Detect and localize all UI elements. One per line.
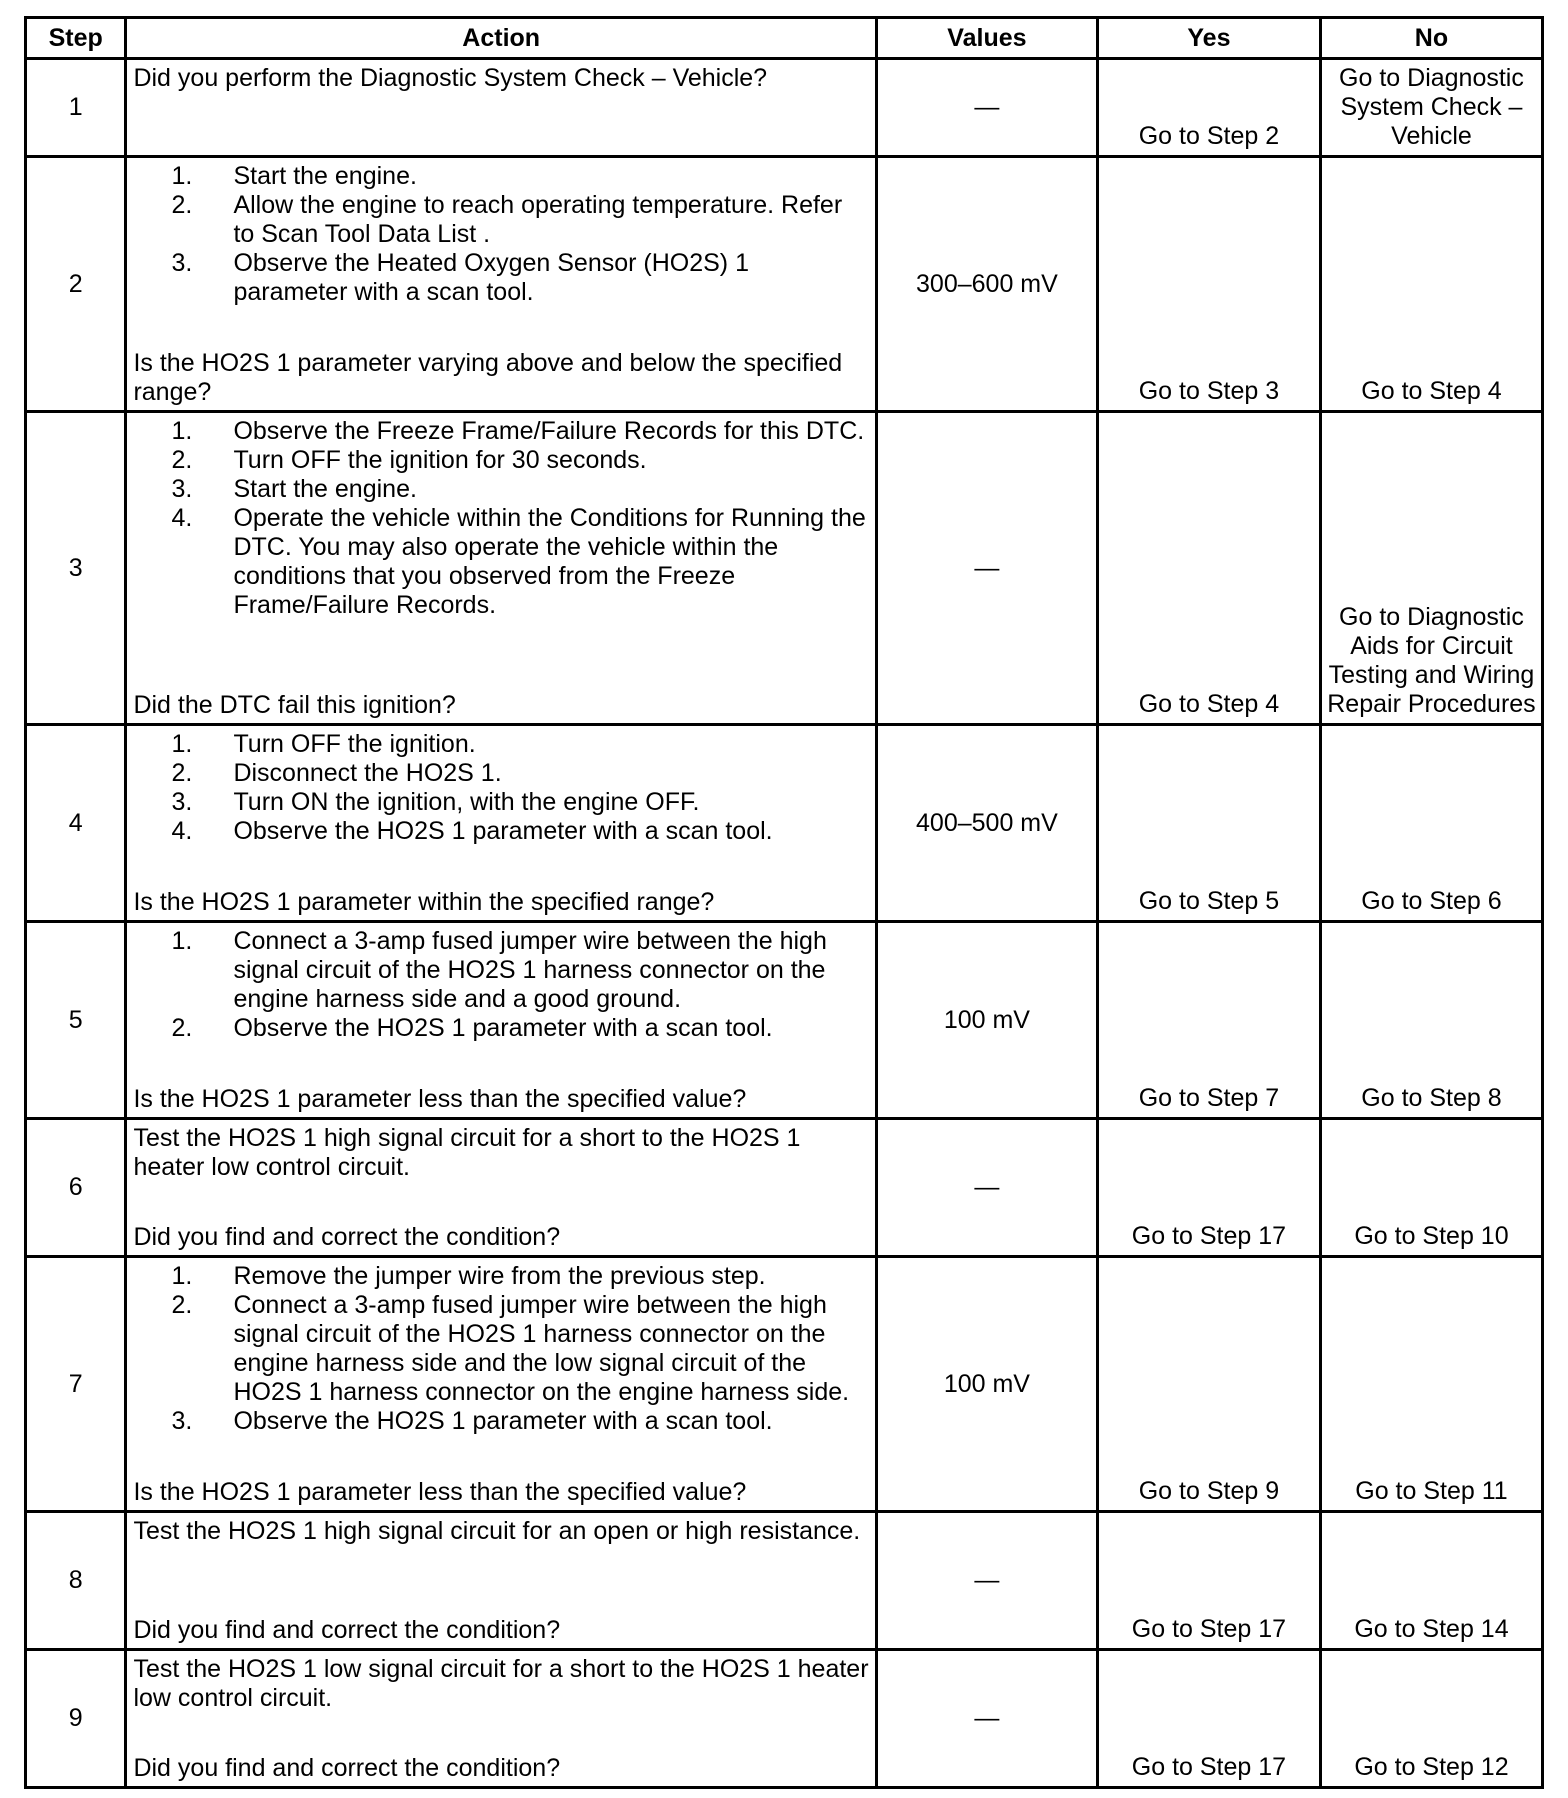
yes-cell: Go to Step 4 xyxy=(1097,412,1320,725)
action-intro: Test the HO2S 1 high signal circuit for an open or high resistance. xyxy=(133,1517,861,1545)
list-item-text: Turn OFF the ignition. xyxy=(233,730,476,758)
action-steps xyxy=(133,927,868,1043)
step-number: 1 xyxy=(26,59,126,157)
action-cell xyxy=(126,1119,876,1257)
value-cell: — xyxy=(876,412,1097,725)
list-item-text: Operate the vehicle within the Conditions for Running the DTC. You may also operate the vehicle within the conditions that you observed from the Freeze Frame/Failure Records. xyxy=(233,504,866,619)
list-item-text: Observe the Heated Oxygen Sensor (HO2S) 1 parameter with a scan tool. xyxy=(233,249,749,306)
list-item: 2. Disconnect the HO2S 1. xyxy=(171,759,502,787)
yes-cell: Go to Step 5 xyxy=(1097,725,1320,922)
action-cell xyxy=(126,59,876,157)
table-row xyxy=(26,1119,1543,1257)
step-number: 6 xyxy=(26,1119,126,1257)
step-number: 4 xyxy=(26,725,126,922)
value-cell: — xyxy=(876,1650,1097,1788)
step-number: 9 xyxy=(26,1650,126,1788)
list-item-text: Start the engine. xyxy=(233,162,417,190)
yes-cell: Go to Step 17 xyxy=(1097,1512,1320,1650)
no-cell: Go to Step 11 xyxy=(1320,1257,1542,1512)
step-number: 7 xyxy=(26,1257,126,1512)
list-item-text: Connect a 3-amp fused jumper wire between the high signal circuit of the HO2S 1 harness connector on the engine harness side and a good ground. xyxy=(233,927,827,1013)
table-row xyxy=(26,1257,1543,1512)
no-cell: Go to Step 6 xyxy=(1320,725,1542,922)
yes-cell: Go to Step 17 xyxy=(1097,1650,1320,1788)
action-question: Is the HO2S 1 parameter varying above and below the specified range? xyxy=(133,349,843,406)
list-item-text: Observe the HO2S 1 parameter with a scan tool. xyxy=(233,1014,773,1042)
yes-cell: Go to Step 9 xyxy=(1097,1257,1320,1512)
table-row xyxy=(26,725,1543,922)
action-cell xyxy=(126,725,876,922)
no-cell: Go to Step 12 xyxy=(1320,1650,1542,1788)
action-cell xyxy=(126,1257,876,1512)
action-intro: Did you perform the Diagnostic System Check – Vehicle? xyxy=(133,64,768,92)
list-item-text: Observe the HO2S 1 parameter with a scan tool. xyxy=(233,1407,773,1435)
action-question: Is the HO2S 1 parameter less than the specified value? xyxy=(133,1085,747,1113)
list-item-text: Turn ON the ignition, with the engine OFF. xyxy=(233,788,700,816)
list-item: 1. Connect a 3-amp fused jumper wire between the high signal circuit of the HO2S 1 harness connector on the engine harness side and a good ground. xyxy=(171,927,827,1013)
list-item-text: Start the engine. xyxy=(233,475,417,503)
action-question: Did you find and correct the condition? xyxy=(133,1754,561,1782)
list-item: 1. Turn OFF the ignition. xyxy=(171,730,476,758)
header-row xyxy=(26,18,1543,59)
list-item: 3. Turn ON the ignition, with the engine OFF. xyxy=(171,788,700,816)
value-cell: 400–500 mV xyxy=(876,725,1097,922)
no-cell: Go to Step 4 xyxy=(1320,157,1542,412)
list-item: 1. Observe the Freeze Frame/Failure Records for this DTC. xyxy=(171,417,865,445)
list-item: 3. Observe the HO2S 1 parameter with a scan tool. xyxy=(171,1407,773,1435)
step-number: 2 xyxy=(26,157,126,412)
table-row xyxy=(26,59,1543,157)
step-number: 3 xyxy=(26,412,126,725)
table-row xyxy=(26,412,1543,725)
action-steps xyxy=(133,417,868,620)
list-item: 2. Allow the engine to reach operating temperature. Refer to Scan Tool Data List . xyxy=(171,191,843,248)
action-cell xyxy=(126,157,876,412)
value-cell: — xyxy=(876,59,1097,157)
diagnostic-table xyxy=(24,16,1544,1789)
yes-cell: Go to Step 7 xyxy=(1097,922,1320,1119)
table-row xyxy=(26,157,1543,412)
list-item: 1. Start the engine. xyxy=(171,162,417,190)
list-item-text: Turn OFF the ignition for 30 seconds. xyxy=(233,446,647,474)
value-cell: 300–600 mV xyxy=(876,157,1097,412)
action-question: Did you find and correct the condition? xyxy=(133,1616,561,1644)
action-question: Did the DTC fail this ignition? xyxy=(133,691,456,719)
list-item: 2. Connect a 3-amp fused jumper wire between the high signal circuit of the HO2S 1 harness connector on the engine harness side and the low signal circuit of the HO2S 1 harness connector on the engine harness side. xyxy=(171,1291,850,1406)
header-action: Action xyxy=(126,18,876,59)
table-row xyxy=(26,1512,1543,1650)
list-item: 3. Start the engine. xyxy=(171,475,417,503)
yes-cell: Go to Step 3 xyxy=(1097,157,1320,412)
action-cell xyxy=(126,1650,876,1788)
list-item-text: Connect a 3-amp fused jumper wire between the high signal circuit of the HO2S 1 harness connector on the engine harness side and the low signal circuit of the HO2S 1 harness connector on the engine harness side. xyxy=(233,1291,850,1406)
list-item-text: Allow the engine to reach operating temperature. Refer to Scan Tool Data List . xyxy=(233,191,843,248)
action-intro: Test the HO2S 1 low signal circuit for a short to the HO2S 1 heater low control circuit. xyxy=(133,1655,869,1712)
header-values: Values xyxy=(876,18,1097,59)
value-cell: — xyxy=(876,1119,1097,1257)
table-row xyxy=(26,922,1543,1119)
list-item-text: Remove the jumper wire from the previous step. xyxy=(233,1262,766,1290)
action-question: Is the HO2S 1 parameter within the specified range? xyxy=(133,888,715,916)
action-cell xyxy=(126,1512,876,1650)
list-item-text: Disconnect the HO2S 1. xyxy=(233,759,502,787)
action-cell xyxy=(126,922,876,1119)
action-question: Did you find and correct the condition? xyxy=(133,1223,561,1251)
action-steps xyxy=(133,1262,868,1436)
no-cell: Go to Diagnostic Aids for Circuit Testing and Wiring Repair Procedures xyxy=(1320,412,1542,725)
list-item: 4. Observe the HO2S 1 parameter with a scan tool. xyxy=(171,817,773,845)
list-item: 1. Remove the jumper wire from the previous step. xyxy=(171,1262,766,1290)
step-number: 8 xyxy=(26,1512,126,1650)
value-cell: — xyxy=(876,1512,1097,1650)
header-step: Step xyxy=(26,18,126,59)
list-item: 3. Observe the Heated Oxygen Sensor (HO2S) 1 parameter with a scan tool. xyxy=(171,249,749,306)
header-no: No xyxy=(1320,18,1542,59)
table-row xyxy=(26,1650,1543,1788)
action-cell xyxy=(126,412,876,725)
action-intro: Test the HO2S 1 high signal circuit for a short to the HO2S 1 heater low control circuit. xyxy=(133,1124,801,1181)
step-number: 5 xyxy=(26,922,126,1119)
action-question: Is the HO2S 1 parameter less than the specified value? xyxy=(133,1478,747,1506)
action-steps xyxy=(133,730,868,846)
no-cell: Go to Step 10 xyxy=(1320,1119,1542,1257)
list-item-text: Observe the HO2S 1 parameter with a scan tool. xyxy=(233,817,773,845)
no-cell: Go to Diagnostic System Check – Vehicle xyxy=(1320,59,1542,157)
no-cell: Go to Step 14 xyxy=(1320,1512,1542,1650)
no-cell: Go to Step 8 xyxy=(1320,922,1542,1119)
list-item: 2. Observe the HO2S 1 parameter with a scan tool. xyxy=(171,1014,773,1042)
list-item: 2. Turn OFF the ignition for 30 seconds. xyxy=(171,446,647,474)
list-item-text: Observe the Freeze Frame/Failure Records for this DTC. xyxy=(233,417,865,445)
list-item: 4. Operate the vehicle within the Conditions for Running the DTC. You may also operate the vehicle within the conditions that you observed from the Freeze Frame/Failure Records. xyxy=(171,504,866,619)
header-yes: Yes xyxy=(1097,18,1320,59)
value-cell: 100 mV xyxy=(876,1257,1097,1512)
yes-cell: Go to Step 17 xyxy=(1097,1119,1320,1257)
yes-cell: Go to Step 2 xyxy=(1097,59,1320,157)
action-steps xyxy=(133,162,868,307)
value-cell: 100 mV xyxy=(876,922,1097,1119)
